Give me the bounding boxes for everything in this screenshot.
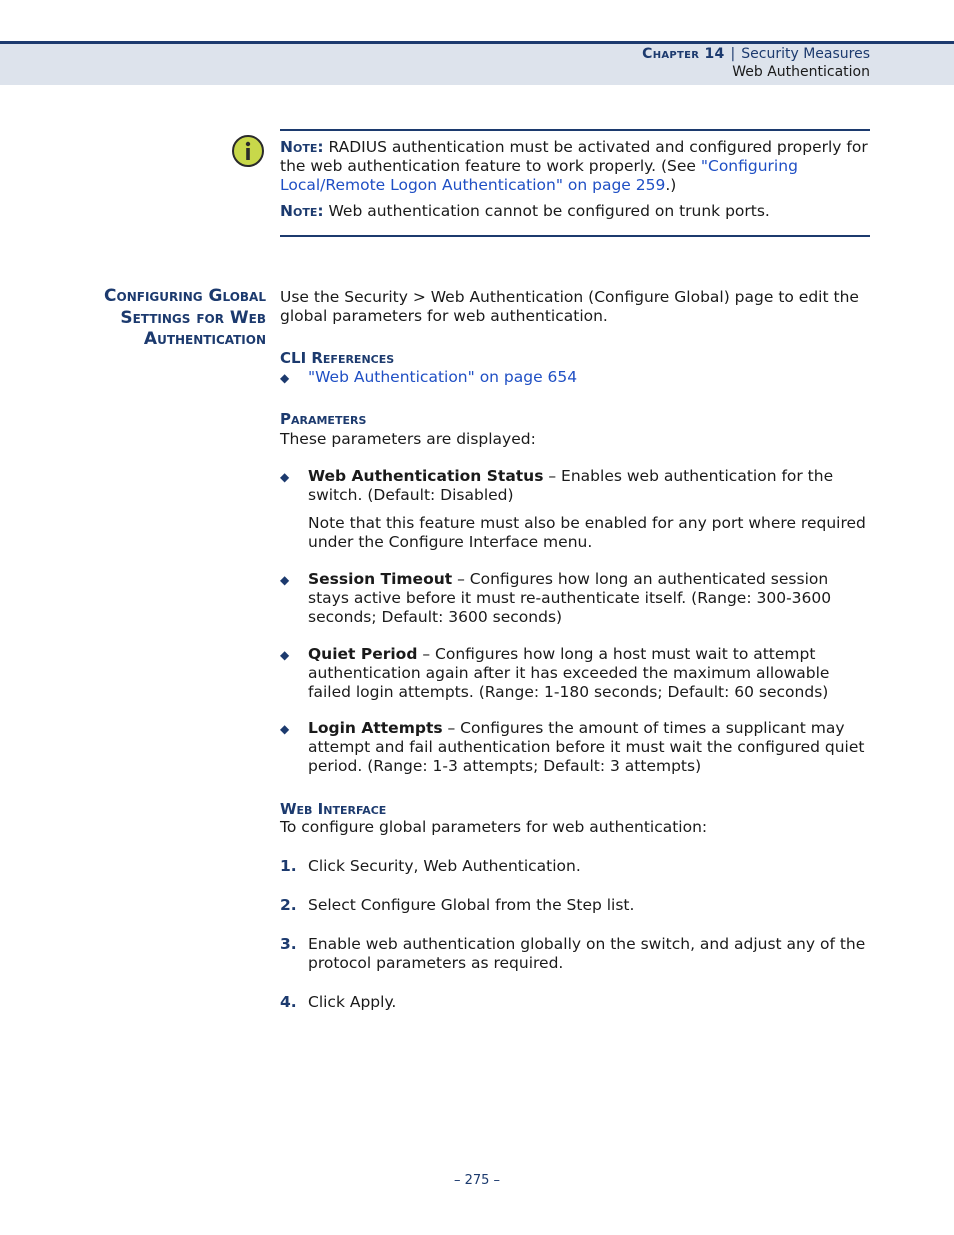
step-text: Click Security, Web Authentication. xyxy=(308,857,581,875)
section-intro: Use the Security > Web Authentication (Configure Global) page to edit the global parameters for web authentication. xyxy=(280,288,859,325)
note-text: Web authentication cannot be configured on trunk ports. xyxy=(328,202,770,220)
step-number: 2. xyxy=(280,896,297,914)
chapter-title: Security Measures xyxy=(741,46,870,62)
note-tail: .) xyxy=(665,176,677,194)
parameter-extra-note: Note that this feature must also be enabled for any port where required under the Configure Interface menu. xyxy=(308,514,866,551)
web-interface-intro: To configure global parameters for web authentication: xyxy=(280,818,708,836)
page-number: – 275 – xyxy=(453,1173,501,1188)
bullet-icon: ◆ xyxy=(280,648,290,662)
section-title-line: Configuring Global xyxy=(104,286,266,306)
bullet-icon: ◆ xyxy=(280,722,290,736)
step-text: Select Configure Global from the Step list. xyxy=(308,896,635,914)
web-interface-heading: Web Interface xyxy=(280,800,387,818)
cli-reference-link[interactable]: "Web Authentication" on page 654 xyxy=(308,368,578,386)
header-separator: | xyxy=(730,46,736,62)
section-title-line: Authentication xyxy=(143,329,266,349)
step-number: 4. xyxy=(280,993,297,1011)
bullet-icon: ◆ xyxy=(280,470,290,484)
parameter-item: Quiet Period – Configures how long a host must wait to attempt authentication again after it has exceeded the maximum allowable failed login attempts. (Range: 1-180 seconds; Default: 60 seconds) xyxy=(308,645,830,701)
section-title xyxy=(104,286,266,351)
note-link[interactable]: "Configuring Local/Remote Logon Authentication" on page 259 xyxy=(280,157,798,194)
step-number: 1. xyxy=(280,857,297,875)
chapter-label: Chapter 14 xyxy=(642,46,725,62)
step-text: Enable web authentication globally on the switch, and adjust any of the protocol parameters as required. xyxy=(308,935,866,972)
parameters-heading: Parameters xyxy=(280,410,367,428)
bullet-icon: ◆ xyxy=(280,573,290,587)
note-1 xyxy=(280,138,870,195)
parameter-item: Web Authentication Status – Enables web authentication for the switch. (Default: Disabled) xyxy=(308,467,834,504)
cli-references-heading: CLI References xyxy=(280,349,395,367)
info-icon xyxy=(231,134,265,168)
note-text: RADIUS authentication must be activated and configured properly for the web authentication feature to work properly. (See xyxy=(280,138,868,175)
parameter-item: Session Timeout – Configures how long an authenticated session stays active before it must re-authenticate itself. (Range: 300-3600 seconds; Default: 3600 seconds) xyxy=(308,570,832,626)
note-2 xyxy=(280,202,870,221)
note-label: Note: xyxy=(280,202,324,220)
note-label: Note: xyxy=(280,138,324,156)
bullet-icon: ◆ xyxy=(280,371,290,385)
section-title-line: Settings for Web xyxy=(120,307,266,328)
running-header-section: Web Authentication xyxy=(732,64,870,80)
running-header-chapter xyxy=(642,46,870,62)
step-number: 3. xyxy=(280,935,297,953)
parameter-item: Login Attempts – Configures the amount of times a supplicant may attempt and fail authentication before it must wait the configured quiet period. (Range: 1-3 attempts; Default: 3 attempts) xyxy=(308,719,865,775)
parameters-intro: These parameters are displayed: xyxy=(280,430,536,448)
step-text: Click Apply. xyxy=(308,993,397,1011)
